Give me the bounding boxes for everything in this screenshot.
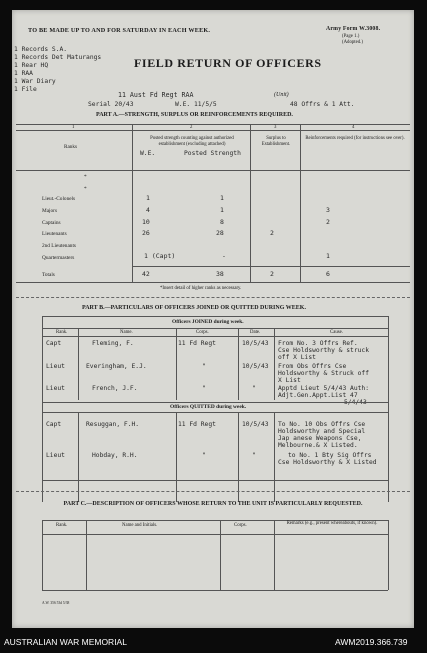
reinforcements-value: 1	[326, 252, 330, 260]
rank-label: *	[84, 174, 87, 180]
rank-label: Lieutenants	[42, 231, 67, 237]
joined-corps: "	[202, 385, 206, 392]
rank-label: Captains	[42, 220, 61, 226]
rule	[238, 412, 239, 502]
joined-date: 10/5/43	[242, 363, 269, 370]
quitted-rank: Capt	[46, 421, 62, 428]
printer-mark: A.W. 356 53d 5/38	[42, 601, 70, 605]
joined-cause: X List	[278, 377, 301, 384]
rule	[132, 266, 410, 267]
rule	[274, 520, 275, 590]
joined-rank: Lieut	[46, 385, 65, 392]
part-c-heading: PART C.—DESCRIPTION OF OFFICERS WHOSE RETURN TO THE UNIT IS PARTICULARLY REQUESTED.	[63, 501, 363, 507]
joined-cause: Apptd Lieut 5/4/43 Auth:	[278, 385, 369, 392]
joined-date: 10/5/43	[242, 340, 269, 347]
distribution-item: 1 War Diary	[14, 78, 56, 85]
col-date: Date.	[250, 330, 261, 335]
rule	[16, 124, 410, 125]
rule	[274, 412, 275, 502]
rule	[42, 590, 388, 591]
we-value: 1 (Capt)	[144, 252, 176, 260]
posted-value: 8	[220, 218, 224, 226]
quitted-name: Hobday, R.H.	[92, 452, 138, 459]
dashed-divider	[16, 297, 410, 298]
footer-institution: AUSTRALIAN WAR MEMORIAL	[4, 637, 127, 647]
rule	[42, 402, 388, 403]
distribution-item: 1 Records Det Maturangs	[14, 54, 102, 61]
col-number-2: 2	[190, 125, 193, 130]
page-title: FIELD RETURN OF OFFICERS	[134, 56, 322, 70]
rule	[16, 282, 410, 283]
unit-name: 11 Aust Fd Regt RAA	[118, 91, 194, 99]
rule	[250, 124, 251, 282]
quitted-name: Resuggan, F.H.	[86, 421, 140, 428]
joined-cause: From No. 3 Offrs Ref.	[278, 340, 358, 347]
quitted-cause: to No. 1 Bty Sig Offrs	[288, 452, 372, 459]
rule	[42, 480, 388, 481]
surplus-header: Surplus to Establishment.	[261, 136, 291, 147]
joined-rank: Lieut	[46, 363, 65, 370]
we-value: 1	[146, 194, 150, 202]
we-value: 10	[142, 218, 150, 226]
rule	[42, 328, 388, 329]
made-up-notice: TO BE MADE UP TO AND FOR SATURDAY IN EACH WEEK.	[28, 27, 211, 34]
distribution-item: 1 Records S.A.	[14, 46, 68, 53]
quitted-cause: Melbourne.& X Listed.	[278, 442, 358, 449]
quitted-cause: Jap anese Weapons Cse,	[278, 435, 362, 442]
we-reference: W.E. 11/5/5	[175, 101, 217, 108]
part-a-footnote: *Insert detail of higher ranks as necessary.	[160, 286, 242, 291]
quitted-corps: 11 Fd Regt	[178, 421, 216, 428]
joined-cause: Holdsworthy & Struck off	[278, 370, 369, 377]
rule	[274, 328, 275, 400]
posted-total: 38	[216, 270, 224, 278]
officer-strength: 48 Offrs & 1 Att.	[290, 101, 355, 108]
rule	[86, 520, 87, 590]
surplus-value: 2	[270, 229, 274, 237]
col-rank: Rank.	[56, 330, 68, 335]
reinforcements-total: 6	[326, 270, 330, 278]
we-value: 26	[142, 229, 150, 237]
rule	[220, 520, 221, 590]
rule	[78, 412, 79, 502]
posted-value: -	[222, 252, 226, 260]
rule	[132, 124, 133, 282]
serial-number: Serial 20/43	[88, 101, 134, 108]
posted-value: 28	[216, 229, 224, 237]
joined-heading: Officers JOINED during week.	[172, 319, 244, 325]
distribution-item: 1 RAA	[14, 70, 33, 77]
col-remarks: Remarks (e.g., present whereabouts, if known).	[286, 521, 378, 526]
reinforcements-value: 3	[326, 206, 330, 214]
posted-subheader: Posted Strength	[184, 150, 241, 157]
rank-label: Majors	[42, 208, 58, 214]
unit-label: (Unit)	[274, 92, 289, 98]
joined-corps: "	[202, 363, 206, 370]
joined-name: Everingham, E.J.	[86, 363, 147, 370]
distribution-item: 1 File	[14, 86, 37, 93]
we-total: 42	[142, 270, 150, 278]
quitted-cause: To No. 10 Obs Offrs Cse	[278, 421, 366, 428]
quitted-cause: Holdsworthy and Special	[278, 428, 366, 435]
rank-label: Lieut.-Colonels	[42, 196, 76, 202]
rule	[42, 412, 388, 413]
joined-rank: Capt	[46, 340, 62, 347]
joined-corps: 11 Fd Regt	[178, 340, 216, 347]
rule	[176, 412, 177, 502]
col-number-3: 3	[274, 125, 277, 130]
joined-name: French, J.F.	[92, 385, 138, 392]
rule	[42, 316, 388, 317]
form-number: Army Form W.3008.	[326, 26, 381, 32]
part-b-heading: PART B.—PARTICULARS OF OFFICERS JOINED OR QUITTED DURING WEEK.	[82, 305, 306, 311]
footer-accession: AWM2019.366.739	[335, 637, 408, 647]
quitted-cause: Cse Holdsworthy & X Listed	[278, 459, 377, 466]
rule	[42, 316, 43, 502]
joined-name: Fleming, F.	[92, 340, 134, 347]
posted-value: 1	[220, 206, 224, 214]
rule	[16, 170, 410, 171]
joined-cause: Cse Holdsworthy & struck	[278, 347, 369, 354]
col-name-initials: Name and Initials.	[122, 523, 158, 528]
form-sheet	[12, 10, 414, 628]
reinforcements-header: Reinforcements required (for instructions see over).	[305, 136, 405, 141]
surplus-total: 2	[270, 270, 274, 278]
col-number-4: 4	[352, 125, 355, 130]
rank-label: Quartermasters	[42, 255, 75, 261]
rank-label: 2nd Lieutenants	[42, 243, 76, 249]
rank-label: *	[84, 186, 87, 192]
col-corps: Corps.	[196, 330, 209, 335]
rule	[42, 534, 388, 535]
rule	[176, 328, 177, 400]
col-name: Name.	[120, 330, 133, 335]
dashed-divider	[16, 491, 410, 492]
quitted-date: "	[252, 452, 256, 459]
part-a-heading: PART A.—STRENGTH, SURPLUS OR REINFORCEMENTS REQUIRED.	[96, 112, 293, 118]
col-rank: Rank.	[56, 523, 68, 528]
joined-cause: off X List	[278, 354, 316, 361]
quitted-corps: "	[202, 452, 206, 459]
reinforcements-value: 2	[326, 218, 330, 226]
we-subheader: W.E.	[140, 150, 156, 157]
col-corps: Corps.	[234, 523, 247, 528]
posted-strength-header: Posted strength counting against authorized establishment (excluding attached)	[150, 136, 234, 147]
quitted-rank: Lieut	[46, 452, 65, 459]
form-page: (Page 1.)	[342, 34, 360, 39]
rule	[300, 124, 301, 282]
joined-cause: From Obs Offrs Cse	[278, 363, 347, 370]
joined-date: "	[252, 385, 256, 392]
posted-value: 1	[220, 194, 224, 202]
form-adopted: (Adopted.)	[342, 40, 363, 45]
archive-footer	[0, 633, 427, 653]
joined-cause: 5/4/43	[344, 399, 367, 406]
joined-cause: Adjt.Gen.Appt.List 47	[278, 392, 358, 399]
we-value: 4	[146, 206, 150, 214]
totals-label: Totals	[42, 272, 55, 278]
distribution-item: 1 Rear HQ	[14, 62, 49, 69]
col-number-1: 1	[72, 125, 75, 130]
quitted-heading: Officers QUITTED during week.	[170, 404, 247, 410]
ranks-header: Ranks	[64, 144, 77, 150]
rule	[16, 130, 410, 131]
rule	[388, 520, 389, 590]
rule	[42, 520, 43, 590]
rule	[42, 336, 388, 337]
rule	[388, 316, 389, 502]
rule	[238, 328, 239, 400]
col-cause: Cause.	[330, 330, 343, 335]
quitted-date: 10/5/43	[242, 421, 269, 428]
rule	[78, 328, 79, 400]
